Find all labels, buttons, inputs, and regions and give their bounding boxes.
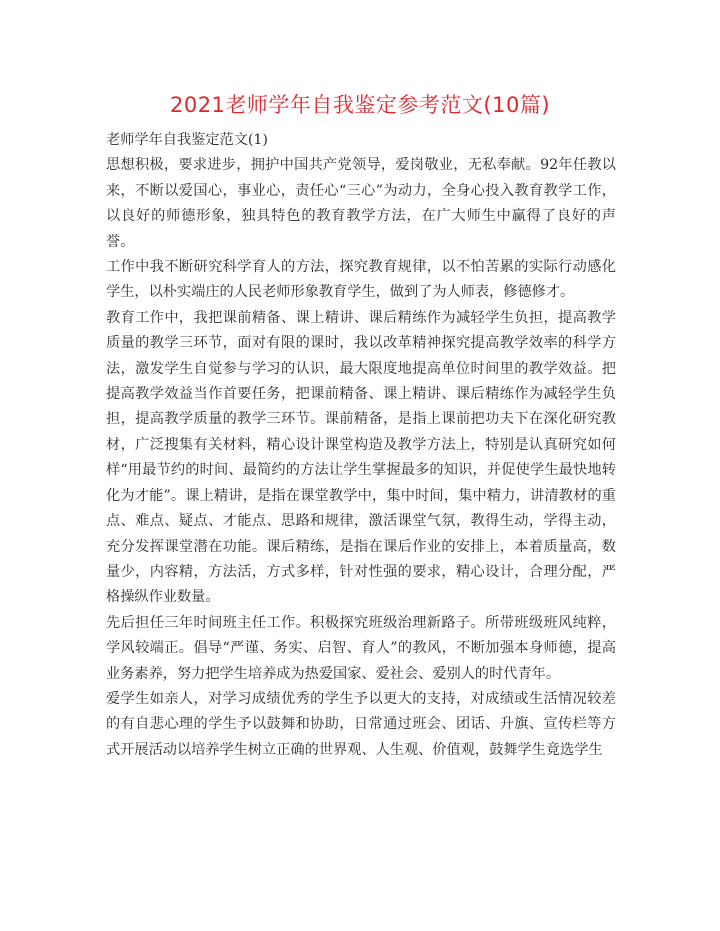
section-subtitle: 老师学年自我鉴定范文(1)	[106, 132, 268, 148]
paragraph-2: 工作中我不断研究科学育人的方法，探究教育规律，以不怕苦累的实际行动感化学生，以朴实端庄的人民老师形象教育学生，做到了为人师表，修德修才。	[106, 259, 616, 301]
paragraph-3: 教育工作中，我把课前精备、课上精讲、课后精练作为减轻学生负担，提高教学质量的教学三环节，面对有限的课时，我以改革精神探究提高教学效率的科学方法，激发学生自觉参与学习的认识，最大限度地提高单位时间里的教学效益。把提高教学效益当作首要任务，把课前精备、课上精讲、课后精练作为减轻学生负担，提高教学质量的教学三环节。课前精备，是指上课前把功夫下在深化研究教材，广泛搜集有关材料，精心设计课堂构造及教学方法上，特别是认真研究如何样“用最节约的时间、最简约的方法让学生掌握最多的知识，并促使学生最快地转化为才能”。课上精讲，是指在课堂教学中，集中时间，集中精力，讲清教材的重点、难点、疑点、才能点、思路和规律，激活课堂气氛，教得生动，学得主动，充分发挥课堂潜在功能。课后精练，是指在课后作业的安排上，本着质量高，数量少，内容精，方法活，方式多样，针对性强的要求，精心设计，合理分配，严格操纵作业数量。	[106, 309, 616, 606]
paragraph-4: 先后担任三年时间班主任工作。积极探究班级治理新路子。所带班级班风纯粹，学风较端正。倡导“严谨、务实、启智、育人”的教风，不断加强本身师德，提高业务素养，努力把学生培养成为热爱国家、爱社会、爱别人的时代青年。	[106, 614, 616, 682]
document-body	[106, 128, 616, 763]
paragraph-1: 思想积极，要求进步，拥护中国共产党领导，爱岗敬业，无私奉献。92年任教以来，不断以爱国心，事业心，责任心“三心”为动力，全身心投入教育教学工作，以良好的师德形象，独具特色的教育教学方法，在广大师生中赢得了良好的声誉。	[106, 157, 616, 250]
paragraph-5: 爱学生如亲人，对学习成绩优秀的学生予以更大的支持，对成绩或生活情况较差的有自悲心理的学生予以鼓舞和协助，日常通过班会、团话、升旗、宣传栏等方式开展活动以培养学生树立正确的世界观、人生观、价值观，鼓舞学生竟选学生	[106, 690, 616, 758]
document-title: 2021老师学年自我鉴定参考范文(10篇)	[169, 93, 551, 117]
